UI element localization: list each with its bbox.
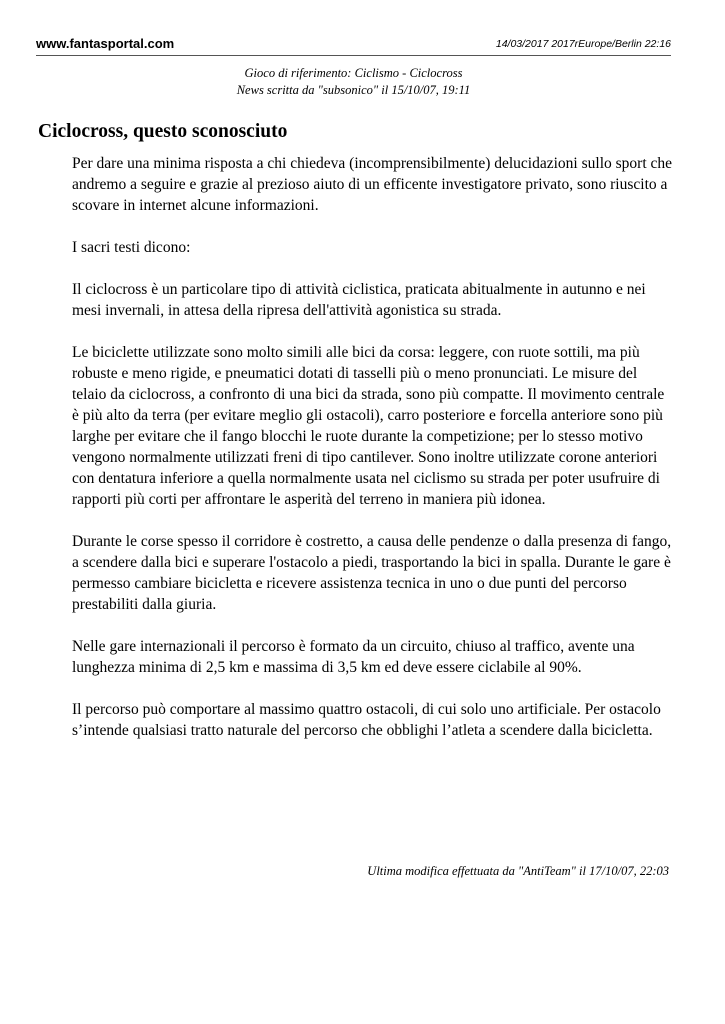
reference-game: Gioco di riferimento: Ciclismo - Ciclocross bbox=[244, 66, 463, 80]
article-title: Ciclocross, questo sconosciuto bbox=[38, 121, 288, 142]
paragraph: Il ciclocross è un particolare tipo di attività ciclistica, praticata abitualmente in autunno e nei mesi invernali, in attesa della ripresa dell'attività agonistica su strada. bbox=[72, 281, 646, 319]
paragraph: Durante le corse spesso il corridore è costretto, a causa delle pendenze o dalla presenza di fango, a scendere dalla bici e superare l'ostacolo a piedi, trasportando la bici in spalla. Durante le gare è permesso cambiare bicicletta e ricevere assistenza tecnica in uno o due punti del percorso prestabiliti dalla giuria. bbox=[72, 533, 672, 613]
paragraph: Per dare una minima risposta a chi chiedeva (incomprensibilmente) delucidazioni sullo sport che andremo a seguire e grazie al prezioso aiuto di un efficente investigatore privato, sono riuscito a scovare in internet alcune informazioni. bbox=[72, 155, 673, 214]
article-body bbox=[72, 153, 672, 762]
last-modified-note: Ultima modifica effettuata da "AntiTeam" il 17/10/07, 22:03 bbox=[367, 864, 669, 878]
article-meta bbox=[36, 65, 671, 99]
paragraph: Nelle gare internazionali il percorso è formato da un circuito, chiuso al traffico, avente una lunghezza minima di 2,5 km e massima di 3,5 km ed deve essere ciclabile al 90%. bbox=[72, 638, 635, 676]
paragraph: Il percorso può comportare al massimo quattro ostacoli, di cui solo uno artificiale. Per ostacolo s’intende qualsiasi tratto naturale del percorso che obblighi l’atleta a scendere dalla bicicletta. bbox=[72, 701, 661, 739]
news-author-line: News scritta da "subsonico" il 15/10/07, 19:11 bbox=[236, 83, 471, 97]
print-timestamp: 14/03/2017 2017rEurope/Berlin 22:16 bbox=[495, 38, 671, 50]
site-url[interactable]: www.fantasportal.com bbox=[36, 36, 175, 51]
paragraph: I sacri testi dicono: bbox=[72, 239, 191, 256]
page-header bbox=[36, 33, 671, 56]
paragraph: Le biciclette utilizzate sono molto simili alle bici da corsa: leggere, con ruote sottili, ma più robuste e meno rigide, e pneumatici dotati di tasselli più o meno pronunciati. Le misure del telaio da ciclocross, a confronto di una bici da strada, sono più compatte. Il movimento centrale è più alto da terra (per evitare meglio gli ostacoli), carro posteriore e forcella anteriore sono più larghe per evitare che il fango blocchi le ruote durante la competizione; per lo stesso motivo vengono normalmente utilizzati freni di tipo cantilever. Sono inoltre utilizzate corone anteriori con dentatura inferiore a quella normalmente usata nel ciclismo su strada per poter usufruire di rapporti più corti per affrontare le asperità del terreno in maniera più idonea. bbox=[72, 344, 665, 508]
